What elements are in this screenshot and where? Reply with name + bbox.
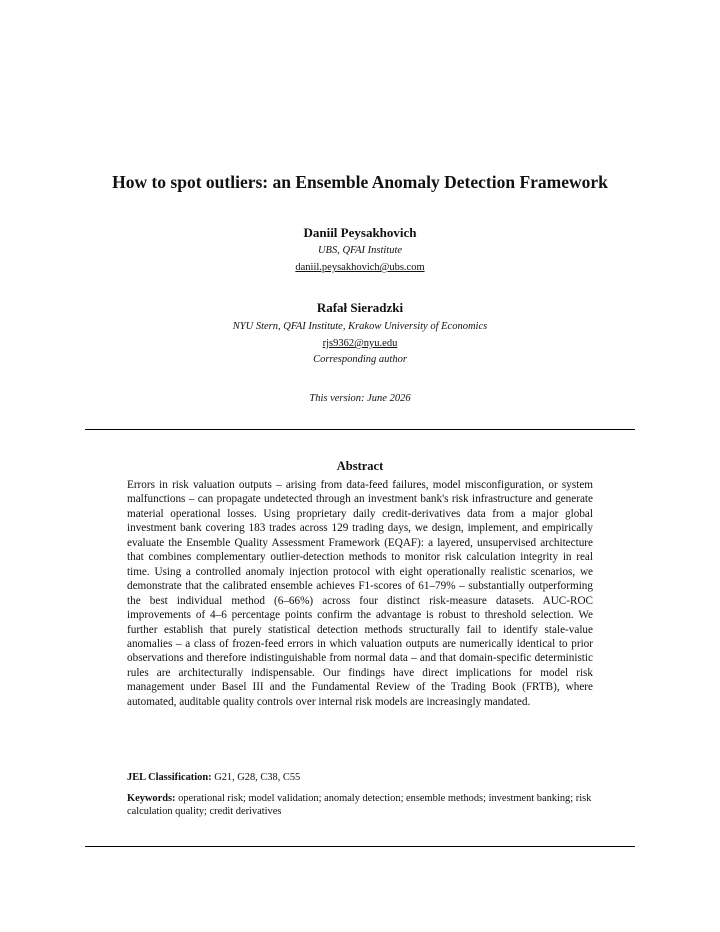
- author-2-email[interactable]: rjs9362@nyu.edu: [322, 338, 398, 349]
- abstract-text: Errors in risk valuation outputs – arising from data-feed failures, model misconfiguration, or system malfunctions – can propagate undetected through an investment bank's risk infrastructure and generate material operational losses. Using proprietary daily credit-derivatives data from a major global investment bank covering 183 trades across 129 trading days, we design, implement, and empirically evaluate the Ensemble Quality Assessment Framework (EQAF): a layered, unsupervised architecture that combines complementary outlier-detection methods to monitor risk calculation integrity in real time. Using a controlled anomaly injection protocol with eight operationally realistic scenarios, we demonstrate that the calibrated ensemble achieves F1-scores of 61–79% – substantially outperforming the best individual method (6–66%) across four distinct risk-measure datasets. AUC-ROC improvements of 4–6 percentage points confirm the advantage is robust to threshold selection. We further establish that purely statistical detection methods structurally fail to identify stale-value anomalies – a class of frozen-feed errors in which valuation outputs are numerically identical to prior observations and therefore indistinguishable from normal data – and that domain-specific deterministic rules are architecturally indispensable. Our findings have direct implications for model risk management under Basel III and the Fundamental Review of the Trading Book (FRTB), where automated, auditable quality controls over internal risk models are increasingly mandated.: [127, 479, 593, 708]
- top-divider: [85, 429, 635, 430]
- jel-classification: [127, 772, 597, 785]
- author-1-affiliation: UBS, QFAI Institute: [317, 245, 403, 256]
- abstract-heading: Abstract: [336, 459, 384, 473]
- author-2-affiliation: NYU Stern, QFAI Institute, Krakow University of Economics: [232, 321, 488, 332]
- jel-label: JEL Classification:: [127, 772, 212, 783]
- version-date: This version: June 2026: [309, 393, 411, 404]
- bottom-divider: [85, 846, 635, 847]
- corresponding-author-note: Corresponding author: [313, 354, 407, 365]
- keywords-label: Keywords:: [127, 793, 176, 804]
- paper-title: How to spot outliers: an Ensemble Anomaly Detection Framework: [112, 172, 608, 192]
- keywords: [127, 793, 597, 818]
- author-1-email[interactable]: daniil.peysakhovich@ubs.com: [295, 262, 425, 273]
- author-2-name: Rafał Sieradzki: [316, 300, 404, 315]
- author-1-name: Daniil Peysakhovich: [303, 225, 417, 240]
- keywords-value: operational risk; model validation; anomaly detection; ensemble methods; investment banking; risk calculation quality; credit derivatives: [127, 793, 592, 817]
- jel-value: G21, G28, C38, C55: [214, 772, 301, 783]
